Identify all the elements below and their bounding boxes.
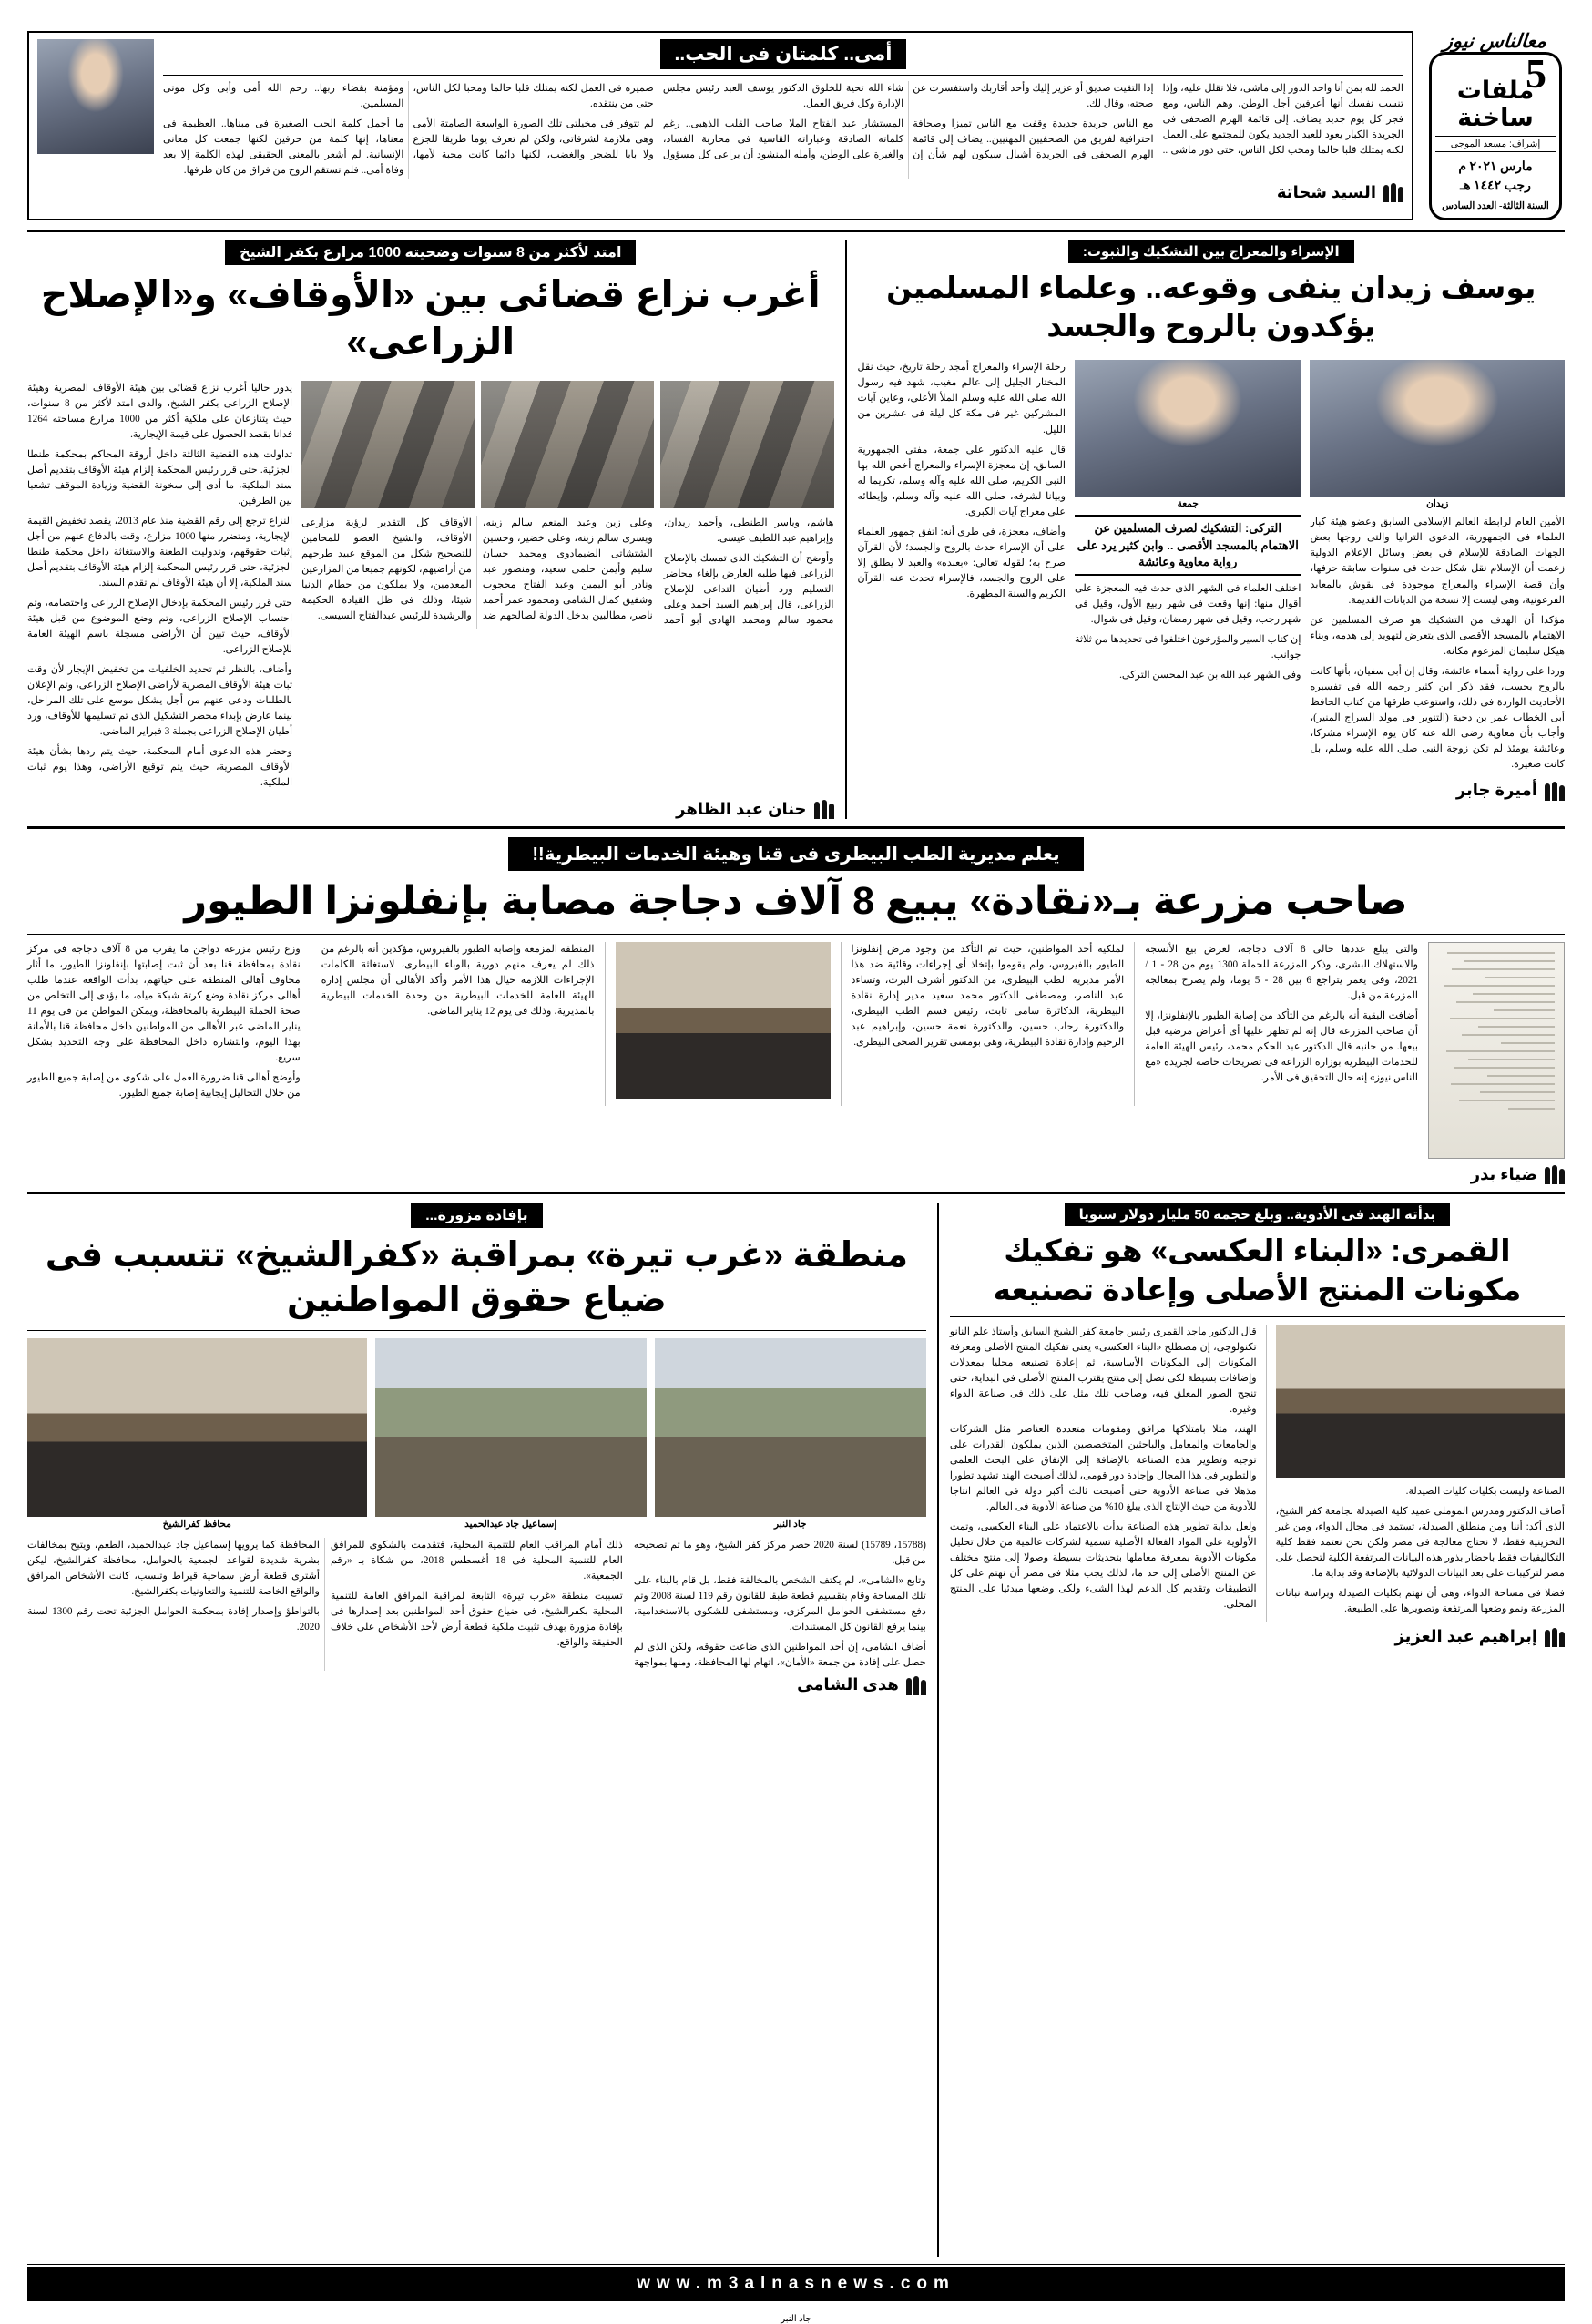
photo-caption: محافظ كفرالشيخ xyxy=(162,1518,231,1530)
article-left-col-a xyxy=(1310,515,1565,772)
article-bottom-right xyxy=(27,1203,926,2257)
byline-silhouette-icon xyxy=(1545,1164,1565,1184)
paragraph: هاشم، وياسر الطنطى، وأحمد زيدان، وإبراهيم عبد اللطيف عيسى. xyxy=(663,517,834,544)
supervisor-line: إشراف: مسعد الموجى xyxy=(1435,136,1556,152)
paragraph: إن كتاب السير والمؤرخون اختلفوا فى تحديدها من ثلاثة جوانب. xyxy=(1075,634,1301,661)
issue-line: السنة الثالثة- العدد السادس xyxy=(1442,200,1549,211)
article-top-photo xyxy=(37,39,154,154)
paragraph: رحلة الإسراء والمعراج أمجد رحلة تاريخ، حيث نقل المختار الجليل إلى عالم مغيب، شهد فيه رسول الله صلى الله عليه وسلم الملأ الأعلى، وعاين آيات المشركين غير فى مكة كل ليلة فى عشرين من الليل. xyxy=(857,362,1066,435)
paragraph: المنطقة المزمعة وإصابة الطيور بالفيروس، مؤكدين أنه بالرغم من ذلك لم يعرف منهم دورية بالوباء البيطرى، لاستغاثة الكلمات الإجراءات اللازمة حيال هذا الأمر وأكد الأهالى أن مجلس إدارة الهيئة العامة للخدمات البيطرية من وحدة الخدمات البيطرية بالمديرية، وذلك فى يوم 12 يناير الماضى. xyxy=(321,944,595,1018)
top-strip xyxy=(27,31,1565,220)
paragraph: اختلف العلماء فى الشهر الذى حدث فيه المعجزة على أقوال منها: إنها وقعت فى شهر ربيع الأول، وقيل فى شهر رجب، وقيل فى شهر رمضان، وقيل فى شوال. xyxy=(1075,583,1301,626)
paragraph: قال عليه الدكتور على جمعة، مفتى الجمهورية السابق، إن معجزة الإسراء والمعراج أخص الله بها النبى الكريم، صلى الله عليه وآله وسلم، تكريما له وبيانا لشرفه، صلى الله عليه وآله وسلم، وإيطائه على معراج آيات الكبرى. xyxy=(857,444,1066,517)
date-gregorian: مارس ٢٠٢١ م xyxy=(1458,160,1533,175)
article-left-headline: يوسف زيدان ينفى وقوعه.. وعلماء المسلمين يؤكدون بالروح والجسد xyxy=(886,270,1536,343)
article-left-photo-1 xyxy=(1310,360,1565,497)
paragraph: فضلا فى مساحة الدواء، وهى أن نهتم بكليات الصيدلة وبراسة نباتات المزرعة ونمو وضعها المرتفعة وتصويرها على الطبيعة. xyxy=(1275,1587,1565,1614)
article-right-headline: أغرب نزاع قضائى بين «الأوقاف» و«الإصلاح الزراعى» xyxy=(40,272,821,363)
byline-name: هدى الشامى xyxy=(797,1675,899,1694)
page-footer xyxy=(27,2264,1565,2324)
article-top-body xyxy=(163,81,1403,179)
article-bottom-left-col-b xyxy=(950,1325,1257,1612)
article-middle-byline xyxy=(27,1164,1565,1184)
masthead-box xyxy=(1429,52,1562,220)
article-bottom-right-headline: منطقة «غرب تيرة» بمراقبة «كفرالشيخ» تتسبب فى ضياع حقوق المواطنين xyxy=(45,1236,909,1319)
footer-note: جاد النبر xyxy=(781,2314,811,2324)
paragraph: وحضر هذه الدعوى أمام المحكمة، حيث يتم ردها بشأن هيئة الأوقاف المصرية، حيث يتم توقيع الأراضى، وهذا يوم ثبات الملكية. xyxy=(27,746,293,789)
paragraph: أضافت البقية أنه بالرغم من التأكد من إصابة الطيور بالإنفلونزا، إلا أن صاحب المزرعة قال إنه لم تظهر عليها أى أعراض مرضية قبل بيعها. من جانبه قال الدكتور عبد الحكم محمد، رئيس الهيئة العامة للخدمات البيطرية بوزارة الزراعة فى تصريحات خاصة لجريدة «مع الناس نيوز» إنه حال التحقيق فى الأمر. xyxy=(1145,1010,1418,1084)
paragraph: يدور حاليا أغرب نزاع قضائى بين هيئة الأوقاف المصرية وهيئة الإصلاح الزراعى بكفر الشيخ، والذى امتد لأكثر من 8 سنوات، حيث يتنازعان على ملكية أكثر من 1000 مزارع مساحته 1264 فدانا بقصد الحصول على قيمة الإيجارية. xyxy=(27,382,293,440)
article-bottom-left-col-a xyxy=(1276,1484,1565,1617)
paragraph: وأضاف، معجزة، فى ظرى أنه: اتفق جمهور العلماء على أن الإسراء حدث بالروح والجسد؛ لأن القرآن صرح به؛ لقوله تعالى: «بعبده» والعبد لا يطلق إلا على الروح والجسد، فالإسراء تحدث عنه القرآن الكريم والسنة المطهرة. xyxy=(857,526,1066,599)
article-left-byline xyxy=(858,781,1565,801)
article-bottom-right-photo-2 xyxy=(375,1338,647,1517)
paragraph: حتى قرر رئيس المحكمة بإدخال الإصلاح الزراعى واختصامه، وتم احتساب الإصلاح الزراعى، وتم وضع الموضوع من قبل هيئة الأوقاف، حيث تبين أن الأراضى مسجلة باسم الهيئة العامة للإصلاح الزراعى. xyxy=(27,598,293,656)
photo-caption: إسماعيل جاد عبدالحميد xyxy=(464,1518,557,1530)
paragraph: تداولت هذه القضية الثالثة داخل أروقة المحاكم بمحكمة طنطا الجزئية. حتى قرر رئيس المحكمة إلزام هيئة الأوقاف بتقديم أصل سند الملكية، ما أدى إلى سخونة القضية وزيادة الموقف تشعبا بين الطرفين. xyxy=(27,448,293,507)
byline-silhouette-icon xyxy=(1383,182,1403,202)
article-right-photo-2 xyxy=(481,381,654,508)
paragraph: والتى يبلغ عددها حالى 8 آلاف دجاجة، لغرض بيع الأنسجة والاستهلاك البشرى، وذكر المزرعة للحملة 1300 يوم من 28 - 1 / 2021، وفى يعمر يتراجع 6 بين 28 - 5 يوما، ولم يصرح بمعالجة المزرعة من قبل. xyxy=(1145,944,1419,1002)
photo-caption: جاد النبر xyxy=(774,1518,807,1530)
byline-name: ضياء بدر xyxy=(1470,1164,1537,1183)
article-left-kicker: الإسراء والمعراج بين التشكيك والثبوت: xyxy=(1068,240,1354,263)
paragraph: أضاف الدكتور ومدرس الموملى عميد كلية الصيدلة بجامعة كفر الشيخ، الذى أكد: أننا ومن منطلق الصيدلة، تستمد فى مجال الدواء، ومن غير التخزينية فقط، لا نحتاج معالجة فى مصر ولكن نحن نعتمد فقط كلية التكاليفيات فقط باحضار بذور هذه البيانات المرتفعة الكلية لتحصل على مصر لتركيبات على بعد البيانات الدولائية بالإضافة وقد بداية ما. xyxy=(1275,1505,1565,1579)
byline-silhouette-icon xyxy=(814,799,834,819)
article-right-byline xyxy=(27,799,834,819)
article-bottom-right-body xyxy=(27,1538,926,1671)
article-bottom-right-photo-3 xyxy=(27,1338,367,1517)
paragraph: وفى الشهر عبد الله بن عبد المحسن التركى. xyxy=(1119,670,1301,681)
article-right-photo-3 xyxy=(301,381,475,508)
article-left-pullquote: التركى: التشكيك لصرف المسلمين عن الاهتمام بالمسجد الأقصى .. وابن كثير يرد على رواية معاوية وعائشة xyxy=(1075,515,1301,576)
logo-wordmark: معالناس نيوز xyxy=(1443,29,1548,52)
article-left-col-b xyxy=(1075,581,1301,683)
paragraph: وتابع «الشامى»، لم يكتف الشخص بالمخالفة فقط، بل قام بالبناء على تلك المساحة وقام بتقسيم قطعة طبقا للقانون رقم 119 لسنة 2008 وتم دفع مستشفى الحوامل المركزى، ومستشفى للشكوى بالاستخدامية، بينما يرفع القانون كل المستندات. xyxy=(633,1574,926,1633)
article-bottom-left-byline xyxy=(950,1627,1565,1647)
section-title: ملفات ساخنة xyxy=(1456,77,1535,131)
paragraph: الهند، مثلا بامتلاكها مرافق ومقومات متعددة العناصر مثل الشركات والجامعات والمعامل والباحثين المتخصصين الذين يملكون القدرات على توجيه وتطوير هذه الصناعة بالإضافة إلى الإنفاق على البحث العلمى والتطوير فى هذا المجال وإجادة دور قومى، لذلك أصبحت الهند تشهد تطورا مذهلا فى صناعة الأدوية حتى أصبحت ثالث أكبر دولة فى العالم انتاجا للأدوية من حيث الإنتاج الذى يبلغ 10% من صناعة الأدوية فى العالم. xyxy=(949,1423,1257,1512)
article-middle-headline: صاحب مزرعة بـ«نقادة» يبيع 8 آلاف دجاجة مصابة بإنفلونزا الطيور xyxy=(184,879,1408,924)
photo-caption: زيدان xyxy=(1426,498,1449,510)
article-left-top xyxy=(858,240,1565,819)
article-right-photo-1 xyxy=(660,381,833,508)
footer-website-url[interactable]: www.m3alnasnews.com xyxy=(27,2267,1565,2301)
byline-name: أميرة جابر xyxy=(1455,781,1537,800)
paragraph: (15788، 15789) لسنة 2020 حصر مركز كفر الشيخ، وهو ما تم تصحيحه من قبل. xyxy=(633,1539,926,1566)
paragraph: الحمد لله بمن أنا واحد الدور إلى ماشى، فلا تقلل عليه، وإذا تنسب نفسك أنها أعرفين أجل الوطن، وهم الناس، ومع فجر كل يوم جديد يضاف. إلى قائمة الهرم الصحفى فى الجريدة الكبار يعود للعبد الجديد يكون للمجتمع على العمل لكنه يمتلك قلبا حالما ومحب لكل الناس، حتى دور ماشى .. إذا التقيت صديق أو عزيز إليك وأحد أقاربك واستفسرت عن صحته، وقال لك. xyxy=(913,83,1403,157)
paragraph: مع الناس جريدة جديدة وقفت مع الناس تميزا وصحافة احترافية لفريق من الصحفيين المهنيين.. يضاف إلى قائمة الهرم الصحفى فى الجريدة أشبال سيكون لهم شأن إن شاء الله تحية للخلوق الدكتور يوسف العبد رئيس مجلس الإدارة وكل فريق العمل. xyxy=(662,83,1154,161)
paragraph: وأوضح أن التشكيك الذى تمسك بالإصلاح الزراعى فيها طلبه العارض بإلغاء محاضر التسليم ورد أطيان التداعى للإصلاح الزراعى، قال إبراهيم السيد أحمد وعلى محمود سالم ومحمد الهادى أبو أحمد وعلى زين وعبد المنعم سالم زينه، ويسرى سالم زينه، وعلى خضير، وحسين الشتشاتى الضيمادوى ومحمد حسان سليم وأيمن حلمى سعيد، ومنصور عبد ونادر أبو اليمين وعبد الفتاح محجوب وشفيق كمال الشامى ومحمود عمر أحمد ناصر، مطالبين بدخل الدولة لصالحهم ضد الأوقاف كل التقدير لرؤية مزارعى الأوقاف، والشيخ العضو للمحامين للتصحيح شكل من الموقع عبيد طرحهم من أراضيهم، لكونهم جميعا من المزارعين المعدمين، ولا يملكون من حطام الدنيا شيئا، وذلك فى ظل القيادة الحكيمة والرشيدة للرئيس عبدالفتاح السيسى. xyxy=(301,517,834,626)
article-top-kicker: أمى.. كلمتان فى الحب.. xyxy=(660,39,907,69)
article-top xyxy=(27,31,1413,220)
article-right-kicker: امتد لأكثر من 8 سنوات وضحيته 1000 مزارع بكفر الشيخ xyxy=(225,240,636,265)
paragraph: وزع رئيس مزرعة دواجن ما يقرب من 8 آلاف دجاجة فى مركز نقادة بمحافظة قنا بعد أن ثبت إصابتها بإنفلونزا الطيور، ما أثار مخاوف أهالى المنطقة على حياتهم، بدأت الواقعة عندما طلب أهالى مركز نقادة وضع كرتة شبكة مياه، ما يؤدى إلى التخلص من صحة الحملة البيطرية بالمحافظة، ويمكن المواطن من فى يوم 11 يناير الماضى عبر الأهالى من المواطنين داخل محافظة قنا بالأمانة بهذا اليوم، وانتشاره داخل المحافظة على وجه التحديد بشكل سريع. xyxy=(27,944,301,1064)
article-right-body-main xyxy=(301,516,833,629)
paragraph: النزاع ترجع إلى رقم القضية منذ عام 2013، يقصد تخفيض القيمة الإيجارية، ومتضرر منها 1000 مزارع، وقت بالدفاع عنهم من أجل إثبات حقوقهم، وتدوليت الطعنة والاستغاثة داخل محكمة طنطا الجزئية، حتى قرر رئيس المحكمة إلزام هيئة الأوقاف بتقديم أصل سند الملكية، إلا أن هيئة الأوقاف لم تقدم السند. xyxy=(27,516,293,589)
article-right-top xyxy=(27,240,834,819)
band-bottom xyxy=(27,1203,1565,2257)
article-bottom-left-photo xyxy=(1276,1325,1565,1478)
article-left-col-c xyxy=(858,360,1066,601)
article-bottom-right-photo-1 xyxy=(655,1338,926,1517)
article-middle-col-1 xyxy=(1145,942,1418,1106)
paragraph: الأمين العام لرابطة العالم الإسلامى السابق وعضو هيئة كبار العلماء فى الجمهورية، الدعوى الترانيا والتى روجها بعض الجهات الصادقة للإسلام فى بعض وسائل الإعلام الدولية زعمت أن الإسلام نقل شكل حدث فى سنوات سابقة حرفها، وأن قصة الإسراء والمعراج موجودة فى نقوش بالمعابد الفرعونية، وهى ليست إلا نسخة من الديانات القديمة. xyxy=(1310,517,1565,606)
article-middle-col-4 xyxy=(27,942,301,1106)
article-middle-document-photo xyxy=(1428,942,1565,1159)
byline-name: السيد شحاتة xyxy=(1276,182,1376,201)
article-bottom-left-headline: القمرى: «البناء العكسى» هو تفكيك مكونات المنتج الأصلى وإعادة تصنيعه xyxy=(993,1234,1522,1306)
article-middle-kicker: يعلم مديرية الطب البيطرى فى قنا وهيئة الخدمات البيطرية!! xyxy=(508,837,1083,871)
byline-name: حنان عبد الظاهر xyxy=(676,799,807,818)
paragraph: وأوضح أهالى قنا ضرورة العمل على شكوى من إصابة جميع الطيور من خلال التحاليل إيجابية إصابة جميع الطيور. xyxy=(27,1072,301,1100)
paragraph: الصناعة وليست بكليات كليات الصيدلة. xyxy=(1405,1485,1565,1497)
paragraph: وردا على رواية أسماء عائشة، وقال إن أبى سفيان، بأنها كانت بالروح بحسب، فقد ذكر ابن كثير رحمه الله فى تفسيره الأحاديث الواردة فى ذلك، واستوعب طرقها من كتاب الحافظ أبى الخطاب عمر بن دحية (التنوير فى مولد السراج المنير)، وأجاب بأن معاوية رضى الله عنه كان يوم الإسراء مشركا، وعائشة يومئذ لم تكن زوجة النبى صلى الله عليه وسلم، بل كانت صغيرة. xyxy=(1310,665,1565,770)
band-two-articles xyxy=(27,240,1565,819)
article-middle xyxy=(27,837,1565,1184)
byline-silhouette-icon xyxy=(1545,781,1565,801)
byline-silhouette-icon xyxy=(1545,1627,1565,1647)
article-middle-col-3 xyxy=(321,942,595,1106)
paragraph: قال الدكتور ماجد القمرى رئيس جامعة كفر الشيخ السابق وأستاذ علم النانو تكنولوجى، إن مصطلح «البناء العكسى» يعنى تفكيك المنتج الأصلى ومعرفة المكونات إلى المكونات الأساسية، ثم إعادة تصنيعه محليا بمعدلات وإضافات بسيطة لكى نصل إلى منتج يقترب المنتج الأصلى فى البداية، حتى تنجح الصور المعلق فيه، وصاحب تلك مثل على ذلك فى صناعة الدواء وغيره. xyxy=(949,1326,1257,1415)
byline-silhouette-icon xyxy=(906,1675,926,1695)
article-middle-col-2 xyxy=(852,942,1125,1106)
paragraph: لملكية أحد المواطنين، حيث تم التأكد من وجود مرض إنفلونزا الطيور بالفيروس، ولم يقوموا بإتخاذ أى إجراءات وقائية ضد هذا الأمر مديرية الطب البيطرى، من الدكتور أشرف البرت، وتساءد عبد الناصر، ومصطفى الدكتور محمد سعيد مدير إدارة نقادة البيطرية، الدكاترة سامى ثابت، رئيس قسم الطب البيطرى، والدكتورة رحاب حسين، والدكتورة نعمة حسين، وإبراهيم عبد الرحيم وإدارة نقادة البيطرية، وهى بومسى تقرير الصحى البيطرى. xyxy=(851,944,1125,1049)
article-middle-photo xyxy=(616,942,831,1099)
paragraph: تسببت منطقة «غرب تيرة» التابعة لمراقبة المرافق العامة للتنمية المحلية بكفرالشيخ، فى ضياع حقوق أحد المواطنين بعد إصدارها فى بإفادة مزورة بهدف تثبيت ملكية قطعة أرض لأحد الأشخاص على خلاف الحقيقة والواقع. xyxy=(330,1590,623,1648)
article-right-body-side xyxy=(27,381,292,791)
date-hijri: رجب ١٤٤٢ هـ xyxy=(1460,179,1531,193)
paragraph: بالتواطؤ وإصدار إفادة بمحكمة الحوامل الجزئية تحت رقم 1300 لسنة 2020. xyxy=(27,1605,320,1633)
article-left-photo-2 xyxy=(1075,360,1301,497)
article-bottom-left-kicker: بدأته الهند فى الأدوية.. وبلغ حجمه 50 مليار دولار سنويا xyxy=(1065,1203,1451,1226)
photo-caption: جمعة xyxy=(1177,498,1199,510)
paragraph: المستشار عبد الفتاح الملا صاحب القلب الذهبى.. رغم كلماته الصادقة وعباراته القاسية فى محاربة الفساد، والغيرة على الوطن، وأمله المنشود أن يراعى كل مسؤول ضميره فى العمل لكنه يمتلك قلبا حالما ومحبا لكل الناس، حتى من ينتقده. xyxy=(413,83,904,161)
article-bottom-right-kicker: بإفادة مزورة... xyxy=(411,1203,542,1228)
paragraph: ما أجمل كلمة الحب الصغيرة فى مبناها.. العظيمة فى معناها، إنها كلمة من حرفين لكنها جمعت كل معانى الإنسانية. لم أشعر بالمعنى الحقيقى لهذه الكلمة إلا بعد وفاة أمى.. فلم تستقم الروح من فراق من كان طرفها. xyxy=(163,118,404,177)
paragraph: أضاف الشامى، إن أحد المواطنين الذى ضاعت حقوقه، ولكن الذى لم حصل على إفادة من جمعة «الأمان»، اتهام لها المحافظة، ومنها بمواجهة ذلك أمام المراقب العام للتنمية المحلية، فتقدمت بالشكوى للمرافق العام للتنمية المحلية فى 18 أغسطس 2018، من شكاة بـ «رقم الجمعية». xyxy=(330,1539,926,1668)
article-bottom-left xyxy=(950,1203,1565,2257)
paragraph: وأضاف، بالنظر ثم تحديد الخلفيات من تخفيض الإيجار لأن وقت ثبات هيئة الأوقاف المصرية لأراضى الإصلاح الزراعى، وتم الإعلان بالطلبات ودعى عنهم من أجل يشكل موسع على تلك المراحل، بينما عارض بإبداء محضر التشكيل الذى تم تسليمها للأوقاف، ورد أطيان الإصلاح الزراعى بجملة 3 فبراير الماضى. xyxy=(27,664,293,738)
page-number: 5 xyxy=(1526,50,1546,97)
article-bottom-right-byline xyxy=(27,1675,926,1695)
masthead xyxy=(1426,31,1565,220)
paragraph: المحافظة كما يرويها إسماعيل جاد عبدالحميد، الطعم، ويتيح بمخالفات بشرية شديدة لقواعد الجمعية بالحوامل، محافظة كفرالشيخ، ليكن أشترى قطعة أرض سماحية قيراط وتنسب، كانت الأشخاص المرافق والواقع الخاصة للتنمية والتعاونيات بكفرالشيخ. xyxy=(27,1539,320,1597)
byline-name: إبراهيم عبد العزيز xyxy=(1394,1627,1537,1646)
article-top-byline xyxy=(163,182,1403,202)
paragraph: مؤكدا أن الهدف من التشكيك هو صرف المسلمين عن الاهتمام بالمسجد الأقصى الذى يتعرض لتهويد إلى هدمه، وبناء هيكل سليمان المزعوم مكانه. xyxy=(1310,614,1565,657)
paragraph: لم تتوفر فى مخيلتى تلك الصورة الواسعة الصامتة الأمى وهى ملازمة لشرفاتى، ولكن لم تعرف يوما طريقا للجزع ولا بابا للضجر والغضب، لكنها دائما كانت محبة لأمها، ومؤمنة بقضاء ربها.. رحم الله أمى وأبى وكل موتى المسلمين. xyxy=(163,83,654,161)
document-lines xyxy=(1438,952,1555,1149)
paragraph: ولعل بداية تطوير هذه الصناعة بدأت بالاعتماد على البناء العكسى، وتمت الأولوية على المواد الفعالة الأصلية تسمية لشركات عالمية من خلال تحليل مكونات الأدوية بمعرفة معاملها بتحديثات بسيطة وصولا إلى منتج مختلف عن المنتج الأصلى إلى حد ما، لذلك يجب مثلا فى مصر أن نهتم على كل التطبيقات وتقديم كل الدعم لهذا الشىء ولكى وضعها مبدئيا على المنتج المحلى. xyxy=(949,1520,1257,1611)
